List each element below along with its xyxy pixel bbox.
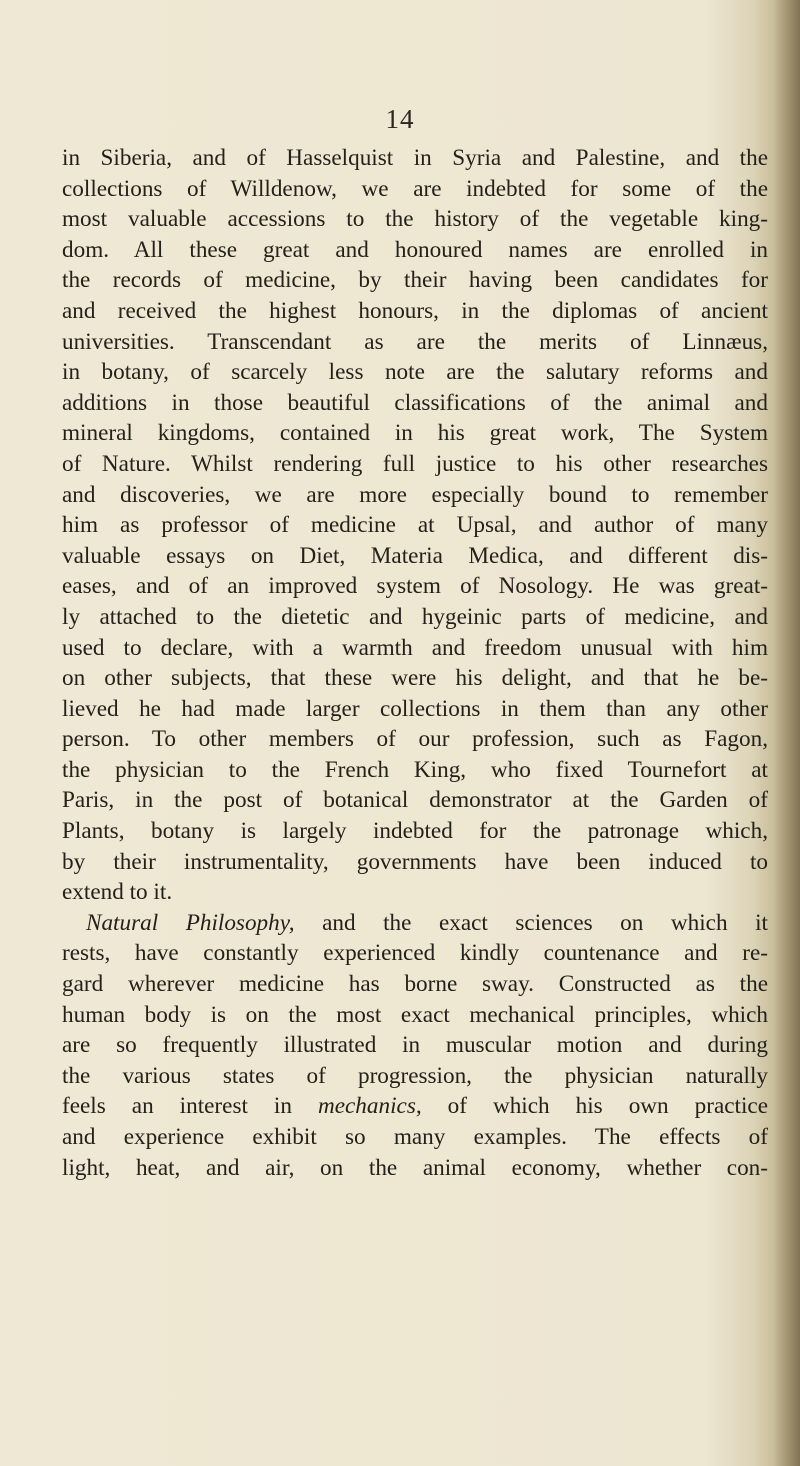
page-edge-shadow xyxy=(774,0,800,1466)
italic-term: mechanics, xyxy=(317,1093,422,1120)
text-line: lieved he had made larger collections in them than any other xyxy=(62,695,768,722)
text-line: gard wherever medicine has borne sway. Constructed as the xyxy=(62,971,768,998)
text-run: feels an interest in xyxy=(62,1093,318,1120)
text-line: the various states of progression, the physician naturally xyxy=(62,1062,768,1089)
text-line: Plants, botany is largely indebted for the patronage which, xyxy=(62,818,768,845)
italic-term: Natural Philosophy, xyxy=(86,909,295,936)
text-line: eases, and of an improved system of Nosology. He was great- xyxy=(62,573,768,600)
text-line: universities. Transcendant as are the merits of Linnæus, xyxy=(62,328,768,355)
text-line: collections of Willdenow, we are indebted for some of the xyxy=(62,175,768,202)
text-line: person. To other members of our profession, such as Fagon, xyxy=(62,726,768,753)
text-line: human body is on the most exact mechanical principles, which xyxy=(62,1001,768,1028)
text-line: and experience exhibit so many examples. The effects of xyxy=(62,1124,768,1150)
text-line: the records of medicine, by their having been candidates for xyxy=(62,267,768,294)
text-line: in Siberia, and of Hasselquist in Syria and Palestine, and the xyxy=(62,145,768,171)
text-line: of Nature. Whilst rendering full justice to his other researches xyxy=(62,450,768,477)
paragraph-start-line xyxy=(62,908,768,939)
text-line: and received the highest honours, in the diplomas of ancient xyxy=(62,297,768,324)
text-line: used to declare, with a warmth and freedom unusual with him xyxy=(62,634,768,661)
text-line: dom. All these great and honoured names are enrolled in xyxy=(62,236,768,263)
text-run: and the exact sciences on which it xyxy=(294,909,768,936)
text-line: in botany, of scarcely less note are the salutary reforms and xyxy=(62,359,768,386)
text-line: are so frequently illustrated in muscular motion and during xyxy=(62,1032,768,1059)
text-line: ly attached to the dietetic and hygeinic parts of medicine, and xyxy=(62,603,768,630)
page-number: 14 xyxy=(385,104,415,134)
text-line: him as professor of medicine at Upsal, and author of many xyxy=(62,512,768,539)
text-line: most valuable accessions to the history of the vegetable king- xyxy=(62,206,768,233)
text-line: valuable essays on Diet, Materia Medica, and different dis- xyxy=(62,542,768,569)
text-line xyxy=(62,1091,768,1122)
text-line: additions in those beautiful classifications of the animal and xyxy=(62,389,768,416)
text-line: the physician to the French King, who fixed Tournefort at xyxy=(62,756,768,783)
text-line: Paris, in the post of botanical demonstrator at the Garden of xyxy=(62,787,768,814)
text-run: of which his own practice xyxy=(421,1093,768,1120)
text-line: and discoveries, we are more especially bound to remember xyxy=(62,481,768,508)
body-text xyxy=(62,143,768,1183)
text-line: by their instrumentality, governments have been induced to xyxy=(62,848,768,875)
text-line: mineral kingdoms, contained in his great work, The System xyxy=(62,420,768,447)
paragraph-end-line: extend to it. xyxy=(62,879,173,906)
text-line: light, heat, and air, on the animal economy, whether con- xyxy=(62,1154,768,1181)
text-line: rests, have constantly experienced kindly countenance and re- xyxy=(62,940,768,967)
text-line: on other subjects, that these were his delight, and that he be- xyxy=(62,665,768,692)
